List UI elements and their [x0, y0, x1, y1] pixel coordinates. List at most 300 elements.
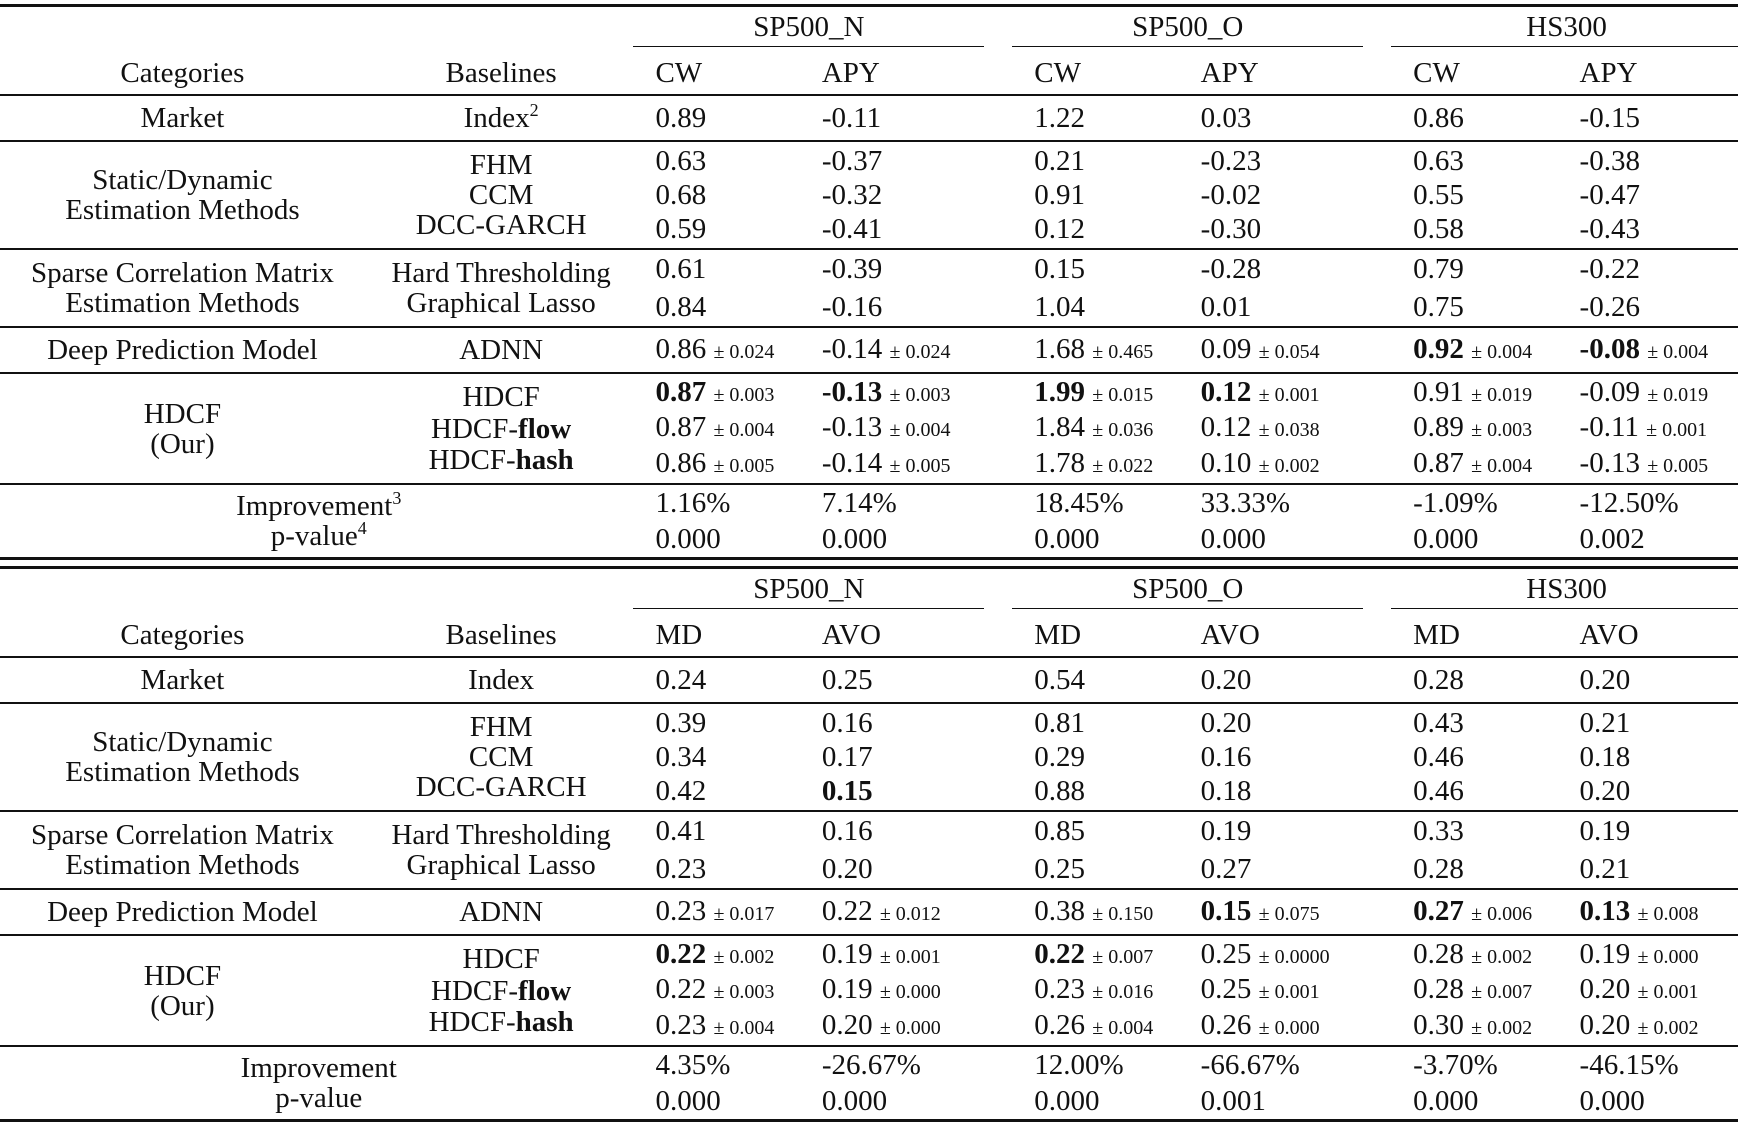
summary-value: 0.000 [804, 521, 980, 559]
metric-header: APY [804, 51, 980, 95]
std-dev: ± 0.003 [1471, 419, 1532, 441]
value-cell [1395, 742, 1561, 772]
value-cell [637, 974, 803, 1007]
value-cell [637, 288, 803, 327]
summary-value: -26.67% [804, 1046, 980, 1083]
std-dev: ± 0.005 [713, 455, 774, 477]
group-spacer [1359, 484, 1395, 521]
group-spacer [980, 1007, 1016, 1046]
metric-value: 0.54 [1034, 664, 1085, 696]
std-dev: ± 0.054 [1259, 341, 1320, 363]
metric-value: 0.16 [1201, 741, 1252, 773]
metric-header: MD [1016, 613, 1182, 657]
metric-value: 0.23 [655, 895, 706, 927]
baseline-cell [365, 141, 638, 180]
value-cell [1395, 412, 1561, 445]
group-spacer [1359, 210, 1395, 249]
tables-host [0, 4, 1738, 1124]
group-spacer [1359, 657, 1395, 703]
metric-value: -0.14 [822, 447, 882, 479]
empty-cell [0, 568, 365, 614]
value-cell [1562, 1007, 1738, 1046]
summary-label-cell [0, 521, 637, 559]
metric-value: -0.30 [1201, 213, 1261, 245]
value-cell [1395, 772, 1561, 811]
value-cell [1562, 657, 1738, 703]
table-row [0, 935, 1738, 974]
metric-value: 0.28 [1413, 664, 1464, 696]
baseline-name: HDCF [462, 381, 539, 413]
value-cell [1016, 974, 1182, 1007]
category-cell [0, 935, 365, 1046]
value-cell [1183, 742, 1359, 772]
baseline-name: Graphical Lasso [407, 849, 596, 881]
std-dev: ± 0.038 [1259, 419, 1320, 441]
std-dev: ± 0.004 [713, 419, 774, 441]
value-cell [1183, 811, 1359, 850]
baseline-name: HDCF [462, 943, 539, 975]
metric-header: MD [637, 613, 803, 657]
metric-header: AVO [1562, 613, 1738, 657]
baseline-name: HDCF- [429, 1006, 516, 1038]
dataset-group-header [1395, 568, 1738, 614]
category-label: Static/Dynamic [0, 165, 365, 195]
summary-value: 0.000 [1183, 521, 1359, 559]
group-spacer [980, 889, 1016, 935]
value-cell [804, 850, 980, 889]
group-spacer [980, 249, 1016, 288]
dataset-name: HS300 [1391, 12, 1738, 47]
baseline-name: CCM [469, 179, 533, 211]
metric-value: 0.79 [1413, 253, 1464, 285]
group-spacer [980, 850, 1016, 889]
summary-label: p-value [275, 1082, 362, 1114]
category-label: Estimation Methods [0, 850, 365, 880]
std-dev: ± 0.004 [1647, 341, 1708, 363]
value-cell [1016, 811, 1182, 850]
metric-value: 0.43 [1413, 707, 1464, 739]
metric-value: -0.32 [822, 179, 882, 211]
category-cell [0, 141, 365, 249]
baseline-cell [365, 703, 638, 742]
metric-value: 0.16 [822, 815, 873, 847]
category-label: Static/Dynamic [0, 727, 365, 757]
value-cell [637, 1007, 803, 1046]
metric-value: 0.26 [1034, 1009, 1085, 1041]
value-cell [637, 373, 803, 412]
metric-value: 0.42 [655, 775, 706, 807]
group-spacer [980, 95, 1016, 141]
summary-label-cell [0, 484, 637, 521]
summary-value: 4.35% [637, 1046, 803, 1083]
std-dev: ± 0.000 [880, 981, 941, 1003]
value-cell [1183, 180, 1359, 210]
value-cell [1562, 373, 1738, 412]
metric-value: 0.75 [1413, 291, 1464, 323]
metric-value: 0.24 [655, 664, 706, 696]
std-dev: ± 0.002 [1471, 1017, 1532, 1039]
value-cell [1395, 180, 1561, 210]
value-cell [637, 210, 803, 249]
group-spacer [980, 445, 1016, 484]
bottom-rule [0, 559, 1738, 567]
value-cell [1562, 412, 1738, 445]
category-cell [0, 811, 365, 889]
metric-value: 1.99 [1034, 376, 1085, 408]
group-spacer [1359, 445, 1395, 484]
metric-value: 0.55 [1413, 179, 1464, 211]
group-spacer [1359, 6, 1395, 52]
category-label: Deep Prediction Model [0, 897, 365, 927]
summary-value: 0.001 [1183, 1083, 1359, 1121]
baseline-variant: flow [518, 975, 571, 1007]
metric-value: -0.11 [1580, 411, 1639, 443]
std-dev: ± 0.004 [889, 419, 950, 441]
baseline-cell [365, 249, 638, 288]
metric-value: 0.85 [1034, 815, 1085, 847]
std-dev: ± 0.000 [1259, 1017, 1320, 1039]
metric-value: 0.16 [822, 707, 873, 739]
baseline-name: Graphical Lasso [407, 287, 596, 319]
metric-value: 0.33 [1413, 815, 1464, 847]
value-cell [1016, 210, 1182, 249]
metric-value: 0.87 [655, 411, 706, 443]
baseline-cell [365, 974, 638, 1007]
value-cell [1562, 141, 1738, 180]
value-cell [1016, 935, 1182, 974]
metric-value: 0.19 [1201, 815, 1252, 847]
baseline-variant: hash [516, 1006, 574, 1038]
baseline-cell [365, 288, 638, 327]
metric-header: AVO [804, 613, 980, 657]
std-dev: ± 0.019 [1647, 384, 1708, 406]
group-spacer [980, 703, 1016, 742]
summary-value: -12.50% [1562, 484, 1738, 521]
metric-value: -0.38 [1580, 145, 1640, 177]
metric-value: 0.20 [1580, 775, 1631, 807]
std-dev: ± 0.150 [1092, 903, 1153, 925]
value-cell [637, 935, 803, 974]
metric-value: -0.23 [1201, 145, 1261, 177]
table-md-avo [0, 566, 1738, 1124]
value-cell [1016, 657, 1182, 703]
value-cell [1395, 811, 1561, 850]
category-label: (Our) [0, 991, 365, 1021]
group-spacer [980, 935, 1016, 974]
metric-value: 0.20 [1580, 1009, 1631, 1041]
metric-value: 0.20 [1201, 707, 1252, 739]
value-cell [1183, 1007, 1359, 1046]
value-cell [1016, 95, 1182, 141]
group-spacer [980, 657, 1016, 703]
group-spacer [1359, 521, 1395, 559]
value-cell [1016, 703, 1182, 742]
metric-value: 0.92 [1413, 333, 1464, 365]
group-spacer [980, 327, 1016, 373]
group-spacer [980, 811, 1016, 850]
group-spacer [980, 568, 1016, 614]
baseline-cell [365, 772, 638, 811]
std-dev: ± 0.022 [1092, 455, 1153, 477]
value-cell [1016, 1007, 1182, 1046]
metric-header: APY [1562, 51, 1738, 95]
value-cell [637, 811, 803, 850]
group-header-row [0, 6, 1738, 52]
baseline-cell [365, 412, 638, 445]
category-label: HDCF [0, 399, 365, 429]
metric-value: 0.46 [1413, 775, 1464, 807]
metric-value: -0.14 [822, 333, 882, 365]
metric-value: 0.30 [1413, 1009, 1464, 1041]
metric-value: 0.41 [655, 815, 706, 847]
empty-cell [365, 6, 638, 52]
value-cell [1183, 327, 1359, 373]
category-cell [0, 249, 365, 327]
value-cell [1562, 288, 1738, 327]
metric-value: 0.10 [1201, 447, 1252, 479]
metric-value: 0.22 [655, 973, 706, 1005]
metric-value: 0.28 [1413, 973, 1464, 1005]
category-cell [0, 373, 365, 484]
category-label: HDCF [0, 961, 365, 991]
value-cell [1183, 412, 1359, 445]
metric-value: 0.34 [655, 741, 706, 773]
baseline-cell [365, 811, 638, 850]
value-cell [1562, 850, 1738, 889]
metric-value: 1.68 [1034, 333, 1085, 365]
value-cell [1183, 889, 1359, 935]
group-spacer [980, 613, 1016, 657]
metric-value: -0.08 [1580, 333, 1640, 365]
std-dev: ± 0.003 [889, 384, 950, 406]
std-dev: ± 0.008 [1638, 903, 1699, 925]
value-cell [1562, 249, 1738, 288]
value-cell [804, 935, 980, 974]
metric-value: 0.86 [655, 447, 706, 479]
metric-value: 0.20 [1580, 664, 1631, 696]
table-row [0, 373, 1738, 412]
metric-value: 0.86 [1413, 102, 1464, 134]
metric-value: 0.87 [1413, 447, 1464, 479]
table-row [0, 703, 1738, 742]
baseline-cell [365, 180, 638, 210]
metric-value: 0.19 [822, 973, 873, 1005]
baseline-cell [365, 889, 638, 935]
std-dev: ± 0.001 [1259, 384, 1320, 406]
column-header-row [0, 51, 1738, 95]
baseline-name: HDCF- [429, 444, 516, 476]
std-dev: ± 0.004 [1471, 341, 1532, 363]
metric-value: 0.88 [1034, 775, 1085, 807]
group-spacer [1359, 742, 1395, 772]
metric-value: -0.15 [1580, 102, 1640, 134]
metric-value: 1.84 [1034, 411, 1085, 443]
value-cell [804, 889, 980, 935]
baseline-name: FHM [470, 149, 533, 181]
value-cell [804, 772, 980, 811]
metric-value: 0.12 [1034, 213, 1085, 245]
metric-value: 0.19 [822, 938, 873, 970]
value-cell [1183, 657, 1359, 703]
metric-value: -0.11 [822, 102, 881, 134]
baseline-name: HDCF- [431, 975, 518, 1007]
std-dev: ± 0.465 [1092, 341, 1153, 363]
category-cell [0, 657, 365, 703]
value-cell [1183, 210, 1359, 249]
value-cell [804, 373, 980, 412]
value-cell [1016, 889, 1182, 935]
summary-row [0, 484, 1738, 521]
group-spacer [980, 6, 1016, 52]
baseline-name: Hard Thresholding [391, 819, 610, 851]
value-cell [1016, 742, 1182, 772]
value-cell [1562, 974, 1738, 1007]
table-row [0, 249, 1738, 288]
baseline-variant: flow [518, 413, 571, 445]
value-cell [804, 249, 980, 288]
value-cell [1395, 210, 1561, 249]
value-cell [1395, 889, 1561, 935]
std-dev: ± 0.007 [1471, 981, 1532, 1003]
dataset-group-header [1016, 6, 1359, 52]
metric-value: 0.29 [1034, 741, 1085, 773]
metric-value: -0.22 [1580, 253, 1640, 285]
summary-label: Improvement [241, 1052, 397, 1084]
value-cell [1395, 288, 1561, 327]
metric-value: 0.01 [1201, 291, 1252, 323]
group-spacer [980, 974, 1016, 1007]
group-spacer [980, 742, 1016, 772]
metric-value: 0.22 [822, 895, 873, 927]
metric-value: 1.04 [1034, 291, 1085, 323]
dataset-group-header [1016, 568, 1359, 614]
metric-value: 0.22 [655, 938, 706, 970]
summary-value: 0.002 [1562, 521, 1738, 559]
category-label: (Our) [0, 429, 365, 459]
metric-value: 0.27 [1201, 853, 1252, 885]
summary-value: 1.16% [637, 484, 803, 521]
category-label: Sparse Correlation Matrix [0, 258, 365, 288]
value-cell [804, 974, 980, 1007]
baseline-cell [365, 95, 638, 141]
baselines-header: Baselines [365, 51, 638, 95]
metric-header: CW [637, 51, 803, 95]
value-cell [1183, 935, 1359, 974]
metric-value: -0.09 [1580, 376, 1640, 408]
value-cell [1562, 742, 1738, 772]
summary-label: p-value [271, 520, 358, 552]
metric-value: 0.20 [822, 853, 873, 885]
value-cell [1016, 288, 1182, 327]
summary-value: 0.000 [804, 1083, 980, 1121]
group-spacer [980, 772, 1016, 811]
metric-header: MD [1395, 613, 1561, 657]
std-dev: ± 0.019 [1471, 384, 1532, 406]
metric-value: 0.28 [1413, 853, 1464, 885]
value-cell [1562, 445, 1738, 484]
value-cell [804, 180, 980, 210]
dataset-name: SP500_O [1012, 12, 1363, 47]
metric-value: 0.21 [1580, 707, 1631, 739]
group-spacer [1359, 850, 1395, 889]
std-dev: ± 0.003 [713, 981, 774, 1003]
baseline-name: DCC-GARCH [416, 209, 587, 241]
std-dev: ± 0.016 [1092, 981, 1153, 1003]
group-spacer [1359, 772, 1395, 811]
summary-value: -3.70% [1395, 1046, 1561, 1083]
group-spacer [980, 484, 1016, 521]
baselines-header: Baselines [365, 613, 638, 657]
value-cell [1016, 412, 1182, 445]
metric-value: 0.63 [1413, 145, 1464, 177]
value-cell [804, 141, 980, 180]
metric-value: -0.28 [1201, 253, 1261, 285]
value-cell [1395, 95, 1561, 141]
table-row [0, 141, 1738, 180]
metric-value: 0.81 [1034, 707, 1085, 739]
group-spacer [1359, 95, 1395, 141]
value-cell [637, 95, 803, 141]
category-cell [0, 703, 365, 811]
baseline-name: DCC-GARCH [416, 771, 587, 803]
baseline-name: CCM [469, 741, 533, 773]
value-cell [804, 412, 980, 445]
value-cell [1395, 657, 1561, 703]
std-dev: ± 0.017 [713, 903, 774, 925]
value-cell [1562, 935, 1738, 974]
metric-value: 0.89 [655, 102, 706, 134]
metric-value: -0.39 [822, 253, 882, 285]
baseline-cell [365, 935, 638, 974]
baseline-name: Index [468, 664, 534, 696]
category-label: Market [0, 103, 365, 133]
metric-value: 0.17 [822, 741, 873, 773]
value-cell [804, 703, 980, 742]
value-cell [804, 288, 980, 327]
baseline-variant: hash [516, 444, 574, 476]
value-cell [1562, 772, 1738, 811]
group-spacer [1359, 613, 1395, 657]
metric-header: AVO [1183, 613, 1359, 657]
std-dev: ± 0.004 [1471, 455, 1532, 477]
std-dev: ± 0.007 [1092, 946, 1153, 968]
bottom-rule [0, 1121, 1738, 1124]
std-dev: ± 0.003 [713, 384, 774, 406]
metric-value: 0.19 [1580, 815, 1631, 847]
baseline-cell [365, 327, 638, 373]
value-cell [1183, 288, 1359, 327]
summary-value: 0.000 [1395, 521, 1561, 559]
metric-value: 0.19 [1580, 938, 1631, 970]
value-cell [1395, 373, 1561, 412]
table-cw-apy [0, 4, 1738, 566]
metric-value: -0.13 [1580, 447, 1640, 479]
value-cell [637, 850, 803, 889]
value-cell [804, 1007, 980, 1046]
metric-value: -0.41 [822, 213, 882, 245]
value-cell [1016, 327, 1182, 373]
footnote-marker: 4 [358, 518, 367, 538]
dataset-name: SP500_O [1012, 574, 1363, 609]
value-cell [804, 742, 980, 772]
baseline-cell [365, 445, 638, 484]
metric-value: 0.18 [1201, 775, 1252, 807]
metric-value: 0.86 [655, 333, 706, 365]
metric-value: 0.15 [1034, 253, 1085, 285]
group-spacer [980, 288, 1016, 327]
baseline-cell [365, 1007, 638, 1046]
std-dev: ± 0.000 [1638, 946, 1699, 968]
